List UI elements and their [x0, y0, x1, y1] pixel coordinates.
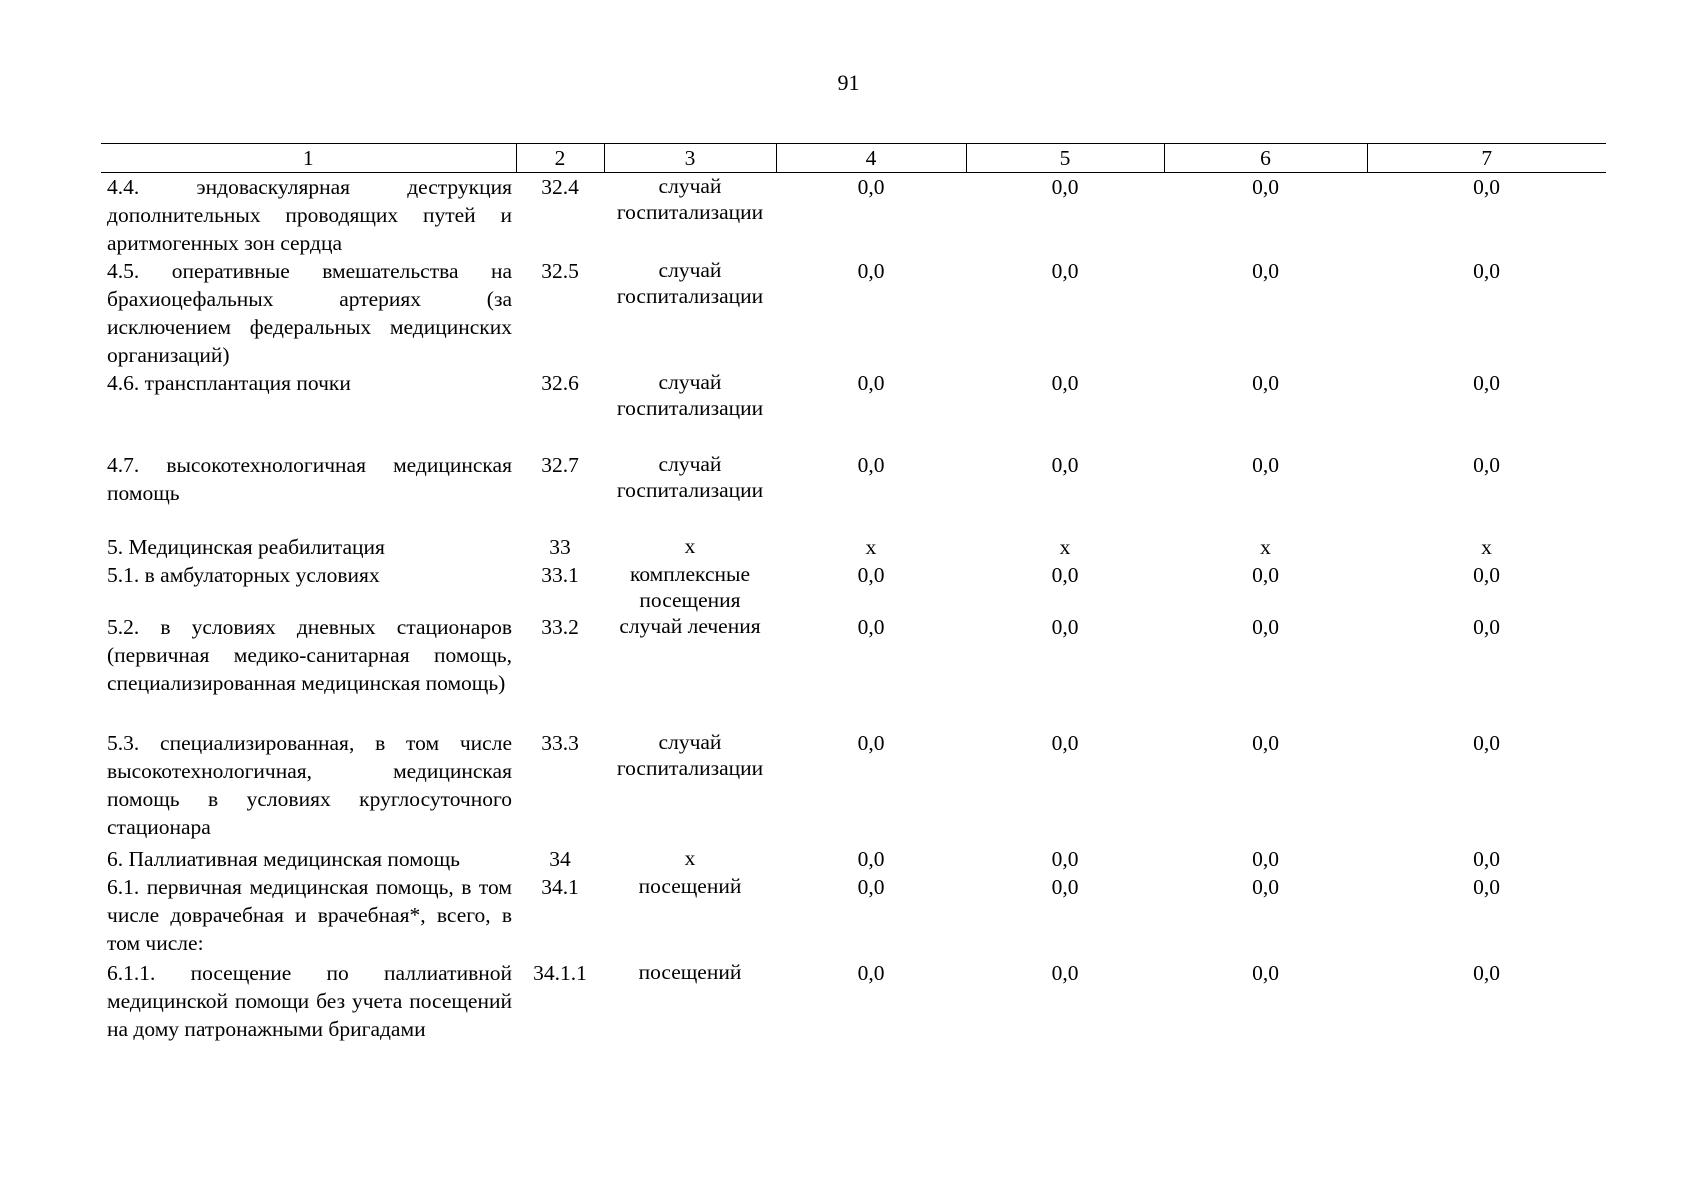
row-value-4: х — [865, 535, 877, 559]
row-value-7: х — [1481, 535, 1492, 559]
row-value-6: 0,0 — [1252, 875, 1279, 899]
column-header: 5 — [966, 144, 1164, 173]
row-value-7: 0,0 — [1473, 563, 1500, 587]
row-value-6: 0,0 — [1252, 175, 1279, 199]
row-value-5: 0,0 — [1051, 175, 1079, 199]
row-name: 5. Медицинская реабилитация — [107, 535, 385, 559]
row-unit: случай госпитализации — [616, 174, 764, 224]
row-code: 32.7 — [541, 453, 579, 477]
row-value-7: 0,0 — [1473, 731, 1500, 755]
row-value-4: 0,0 — [857, 615, 885, 639]
row-value-5: 0,0 — [1051, 371, 1079, 395]
table-row — [101, 369, 1606, 451]
row-value-6: 0,0 — [1252, 563, 1279, 587]
row-value-7: 0,0 — [1473, 847, 1500, 871]
table-row — [101, 451, 1606, 533]
row-value-4: 0,0 — [857, 875, 885, 899]
row-value-4: 0,0 — [857, 453, 885, 477]
row-value-4: 0,0 — [857, 259, 885, 283]
row-unit: случай госпитализации — [616, 370, 764, 420]
column-header: 6 — [1164, 144, 1367, 173]
table-row — [101, 561, 1606, 613]
table-row — [101, 729, 1606, 845]
data-table — [101, 143, 1606, 1075]
row-name: 5.2. в условиях дневных стационаров (первичная медико-санитарная помощь, специализированная медицинская помощь) — [107, 615, 512, 695]
row-value-4: 0,0 — [857, 371, 885, 395]
row-unit: посещений — [638, 960, 742, 984]
row-name: 4.6. трансплантация почки — [107, 371, 351, 395]
row-code: 32.5 — [541, 259, 579, 283]
row-value-6: 0,0 — [1252, 847, 1279, 871]
row-value-7: 0,0 — [1473, 615, 1500, 639]
row-name: 6. Паллиативная медицинская помощь — [107, 847, 460, 871]
row-name: 5.3. специализированная, в том числе высокотехнологичная, медицинская помощь в условиях круглосуточного стационара — [107, 731, 512, 839]
table-row — [101, 257, 1606, 369]
row-unit: посещений — [638, 874, 742, 898]
table-row — [101, 613, 1606, 729]
row-value-7: 0,0 — [1473, 175, 1500, 199]
row-unit: х — [684, 846, 696, 870]
row-name: 5.1. в амбулаторных условиях — [107, 563, 380, 587]
row-code: 34.1.1 — [533, 961, 587, 985]
row-value-4: 0,0 — [857, 563, 885, 587]
row-name: 6.1.1. посещение по паллиативной медицинской помощи без учета посещений на дому патронажными бригадами — [107, 961, 512, 1041]
row-code: 32.6 — [541, 371, 579, 395]
row-code: 33.2 — [541, 615, 579, 639]
row-code: 33 — [549, 535, 571, 559]
row-name: 6.1. первичная медицинская помощь, в том числе доврачебная и врачебная*, всего, в том числе: — [107, 875, 512, 955]
page-number: 91 — [837, 70, 860, 95]
row-value-5: 0,0 — [1051, 615, 1079, 639]
table-row — [101, 845, 1606, 873]
row-value-7: 0,0 — [1473, 961, 1500, 985]
row-value-5: 0,0 — [1051, 875, 1079, 899]
row-code: 32.4 — [541, 175, 579, 199]
row-value-7: 0,0 — [1473, 875, 1500, 899]
row-code: 33.3 — [541, 731, 579, 755]
row-code: 33.1 — [541, 563, 579, 587]
row-unit: случай госпитализации — [616, 730, 764, 780]
row-value-6: 0,0 — [1252, 371, 1279, 395]
row-value-5: 0,0 — [1051, 453, 1079, 477]
row-value-6: 0,0 — [1252, 731, 1279, 755]
row-value-6: 0,0 — [1252, 961, 1279, 985]
column-header: 3 — [604, 144, 776, 173]
header-row — [101, 144, 1606, 173]
row-value-7: 0,0 — [1473, 371, 1500, 395]
row-value-7: 0,0 — [1473, 453, 1500, 477]
table-row — [101, 533, 1606, 561]
row-value-4: 0,0 — [857, 731, 885, 755]
row-value-5: х — [1059, 535, 1071, 559]
row-name: 4.7. высокотехнологичная медицинская помощь — [107, 453, 512, 505]
row-value-5: 0,0 — [1051, 731, 1079, 755]
table-row — [101, 173, 1606, 258]
row-value-5: 0,0 — [1051, 847, 1079, 871]
row-unit: х — [684, 534, 696, 558]
row-unit: случай госпитализации — [616, 452, 764, 502]
row-name: 4.5. оперативные вмешательства на брахиоцефальных артериях (за исключением федеральных медицинских организаций) — [107, 259, 512, 367]
row-unit: случай лечения — [619, 614, 761, 638]
row-name: 4.4. эндоваскулярная деструкция дополнительных проводящих путей и аритмогенных зон сердца — [107, 175, 512, 255]
row-unit: случай госпитализации — [616, 258, 764, 308]
row-code: 34 — [549, 847, 571, 871]
table-row — [101, 959, 1606, 1075]
row-value-6: 0,0 — [1252, 453, 1279, 477]
row-value-6: 0,0 — [1252, 259, 1279, 283]
table-row — [101, 873, 1606, 959]
row-value-5: 0,0 — [1051, 961, 1079, 985]
row-unit: комплексные посещения — [629, 562, 751, 612]
column-header: 1 — [101, 144, 516, 173]
row-code: 34.1 — [541, 875, 579, 899]
row-value-5: 0,0 — [1051, 259, 1079, 283]
row-value-4: 0,0 — [857, 175, 885, 199]
row-value-6: 0,0 — [1252, 615, 1279, 639]
row-value-4: 0,0 — [857, 961, 885, 985]
column-header: 7 — [1367, 144, 1606, 173]
row-value-6: х — [1260, 535, 1271, 559]
row-value-5: 0,0 — [1051, 563, 1079, 587]
row-value-4: 0,0 — [857, 847, 885, 871]
row-value-7: 0,0 — [1473, 259, 1500, 283]
column-header: 2 — [516, 144, 604, 173]
column-header: 4 — [776, 144, 966, 173]
